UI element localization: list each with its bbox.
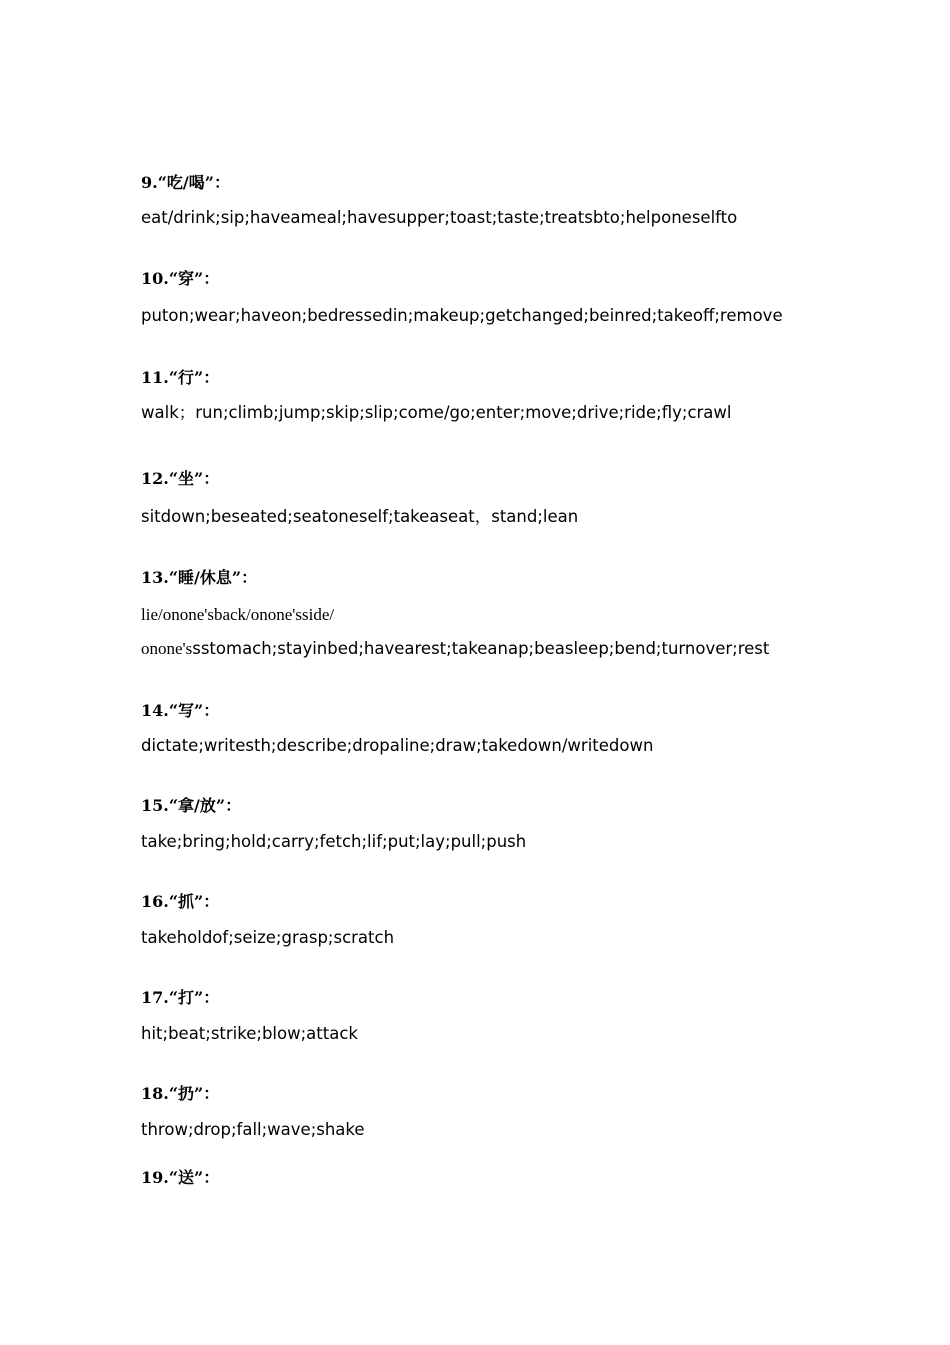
entry-heading-wear: 10.“穿”： [141,269,220,288]
entry-heading-sleep-rest: 13.“睡/休息”： [141,568,258,587]
entry-text-eat-drink: eat/drink;sip;haveameal;havesupper;toast;taste;treatsbto;helponeselfto [141,208,738,227]
entry-heading-walk: 11.“行”： [141,368,220,387]
entry-heading-eat-drink: 9.“吃/喝”： [141,173,230,192]
entry-text-sleep-rest-line2 [141,639,769,659]
entry-text-take-put: take;bring;hold;carry;fetch;lif;put;lay;pull;push [141,832,527,851]
entry-text-throw: throw;drop;fall;wave;shake [141,1120,365,1139]
entry-text-sleep-rest-line2-sans: sstomach;stayinbed;havearest;takeanap;beasleep;bend;turnover;rest [192,639,770,658]
entry-heading-grab: 16.“抓”： [141,892,220,911]
entry-text-sit: sitdown;beseated;seatoneself;takeaseat，stand;lean [141,507,579,526]
entry-text-wear: puton;wear;haveon;bedressedin;makeup;getchanged;beinred;takeoff;remove [141,306,783,325]
entry-text-walk: walk；run;climb;jump;skip;slip;come/go;enter;move;drive;ride;fly;crawl [141,403,732,422]
entry-text-sleep-rest-line1: lie/onone'sback/onone'sside/ [141,605,335,624]
entry-text-sleep-rest-line2-serif: onone's [141,639,193,658]
entry-heading-hit: 17.“打”： [141,988,220,1007]
entry-heading-throw: 18.“扔”： [141,1084,220,1103]
entry-heading-write: 14.“写”： [141,701,220,720]
entry-text-write: dictate;writesth;describe;dropaline;draw;takedown/writedown [141,736,654,755]
entry-text-hit: hit;beat;strike;blow;attack [141,1024,358,1043]
entry-heading-take-put: 15.“拿/放”： [141,796,242,815]
entry-heading-sit: 12.“坐”： [141,469,220,488]
entry-heading-send: 19.“送”： [141,1168,220,1187]
entry-text-grab: takeholdof;seize;grasp;scratch [141,928,395,947]
